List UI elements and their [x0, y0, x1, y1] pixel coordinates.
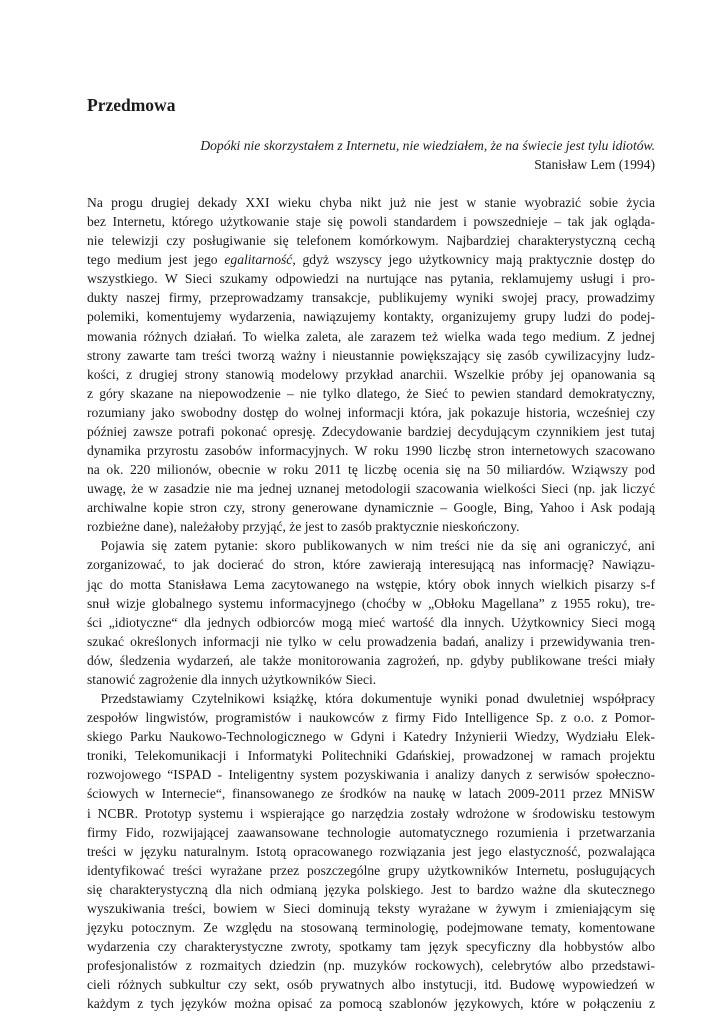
text-line: wszystkiego. W Sieci szukamy odpowiedzi na nurtujące nas pytania, reklamujemy usługi i pro-: [87, 271, 655, 287]
text-line: zorganizować, to jak docierać do stron, które zawierają interesującą nas informację? Nawiązu-: [87, 557, 655, 573]
text-line: rozbieżne dane), należałoby przyjąć, że jest to zasób praktycznie nieskończony.: [87, 519, 520, 535]
paragraph-3: [87, 689, 655, 1013]
text-line: skiego Parku Naukowo-Technologicznego w Gdyni i Katedry Inżynierii Wiedzy, Wydziału Elek-: [87, 729, 655, 745]
text-line: nie telewizji czy posługiwanie się telefonem komórkowym. Najbardziej charakterystyczną cechą: [87, 233, 655, 249]
text-line: wydarzenia czy charakterystyczne zwroty, spotkamy tam język specyficzny dla hobbystów albo: [87, 939, 655, 955]
text-line: każdym z tych języków można opisać za pomocą szablonów językowych, które w połączeniu z: [87, 996, 655, 1012]
text-line: jąc do motta Stanisława Lema zacytowanego na wstępie, który obok innych wielkich pisarzy s-f: [87, 576, 655, 592]
text-line: rozumiany jako swobodny dostęp do wolnej informacji która, jak pokazuje historia, wcześniej czy: [87, 404, 655, 420]
text-line: ściowych w Internecie“, finansowanego ze środków na naukę w latach 2009-2011 przez MNiSW: [87, 786, 655, 802]
paragraph-1: [87, 193, 655, 536]
text-line: archiwalne kopie stron czy, strony generowane dynamicznie – Google, Bing, Yahoo i Ask podają: [87, 500, 655, 516]
text-line: ści „idiotyczne“ dla jednych odbiorców mogą mieć wartość dla innych. Użytkownicy Sieci mogą: [87, 614, 655, 630]
emphasized-term: egalitarność: [224, 252, 293, 268]
text-line: się charakterystyczną dla nich odmianą języka polskiego. Jest to bardzo ważne dla skutecznego: [87, 881, 655, 897]
paragraph-2: [87, 536, 655, 689]
text-line: cieli różnych subkultur czy sekt, osób prywatnych albo instytucji, itd. Budowę wypowiedzeń w: [87, 977, 655, 993]
text-line: szukać określonych informacji nie tylko w celu prowadzenia badań, analizy i przewidywania tren-: [87, 633, 655, 649]
text-line: z góry skazane na niepowodzenie – nie tylko dlatego, że Sieć to pewien standard demokratyczny,: [87, 385, 655, 401]
body-text: [87, 193, 655, 1013]
text-line: firmy Fido, rozwijającej zaawansowane technologie automatycznego rozumienia i przetwarzania: [87, 824, 655, 840]
text-line: Przedstawiamy Czytelnikowi książkę, która dokumentuje wyniki ponad dwuletniej współpracy: [100, 691, 655, 707]
text-line: dów, śledzenia wydarzeń, ale także monitorowania zagrożeń, np. gdyby publikowane treści miały: [87, 652, 655, 668]
text-line: Na progu drugiej dekady XXI wieku chyba nikt już nie jest w stanie wyobrazić sobie życia: [87, 195, 655, 210]
text-line: rozwojowego “ISPAD - Inteligentny system pozyskiwania i analizy danych z serwisów społeczno-: [87, 767, 655, 783]
epigraph: [87, 136, 655, 174]
text-line: Pojawia się zatem pytanie: skoro publikowanych w nim treści nie da się ani ograniczyć, ani: [100, 538, 655, 554]
text-line: tego medium jest jego egalitarność, gdyż wszyscy jego użytkownicy mają praktycznie dostęp do: [87, 252, 655, 268]
text-line: na ok. 220 milionów, obecnie w roku 2011 tę liczbę ocenia się na 50 miliardów. Wziąwszy pod: [87, 462, 655, 478]
document-page: [87, 0, 655, 1024]
text-line: treści w języku naturalnym. Istotą opracowanego rozwiązania jest jego elastyczność, pozwalająca: [87, 843, 655, 859]
text-line: dukty naszej firmy, przeprowadzamy transakcje, publikujemy wyniki swojej pracy, prowadzimy: [87, 290, 655, 306]
chapter-heading: Przedmowa: [87, 95, 176, 115]
text-line: polemiki, komentujemy wydarzenia, nawiązujemy kontakty, organizujemy grupy ludzi do podej-: [87, 309, 655, 325]
text-line: kości, z drugiej strony stanowią modelowy przykład anarchii. Wszelkie próby jej opanowania są: [87, 366, 655, 382]
text-line: dynamika przyrostu zasobów informacyjnych. W roku 1990 liczbę stron internetowych szacowano: [87, 443, 655, 459]
text-line: identyfikować treści wyrażane przez poszczególne grupy użytkowników Internetu, posługujących: [87, 862, 655, 878]
text-line: stanowić zagrożenie dla innych użytkowników Sieci.: [87, 671, 377, 687]
text-line: mowania różnych działań. To wielka zaleta, ale zarazem też wielka wada tego medium. Z jednej: [87, 328, 655, 344]
text-line: bez Internetu, którego użytkowanie staje się powoli standardem i powszednieje – tak jak ogląda-: [87, 214, 655, 230]
text-line: profesjonalistów z rozmaitych dziedzin (np. muzyków rockowych), celebrytów albo przedstawi-: [87, 958, 655, 974]
text-line: i NCBR. Prototyp systemu i wspierające go narzędzia zostały wdrożone w środowisku testowym: [87, 805, 655, 821]
epigraph-author: Stanisław Lem (1994): [534, 157, 655, 173]
text-line: troniki, Telekomunikacji i Informatyki Politechniki Gdańskiej, prowadzonej w ramach projektu: [87, 748, 655, 764]
text-line: później zawsze potrafi pokonać opresję. Zdecydowanie bardziej decydującym czynnikiem jest tutaj: [87, 423, 655, 439]
text-line: zespołów lingwistów, programistów i naukowców z firmy Fido Intelligence Sp. z o.o. z Pomor-: [87, 710, 655, 726]
text-line: języku potocznym. Ze względu na stosowaną terminologię, podejmowane tematy, komentowane: [87, 919, 655, 935]
text-line: uwagę, że w zasadzie nie ma jednej uznanej metodologii szacowania wielkości Sieci (np. jak liczyć: [87, 481, 655, 497]
text-line: strony zawarte tam treści tworzą ważny i nieustannie powiększający się zasób cywilizacyjny ludz-: [87, 347, 655, 363]
text-line: snuł wizje globalnego systemu informacyjnego (choćby w „Obłoku Magellana” z 1955 roku), tre-: [87, 595, 655, 611]
epigraph-quote: Dopóki nie skorzystałem z Internetu, nie wiedziałem, że na świecie jest tylu idiotów.: [200, 138, 655, 153]
text-line: wyszukiwania treści, bowiem w Sieci dominują teksty wyrażane w żywym i zmieniającym się: [87, 900, 655, 916]
